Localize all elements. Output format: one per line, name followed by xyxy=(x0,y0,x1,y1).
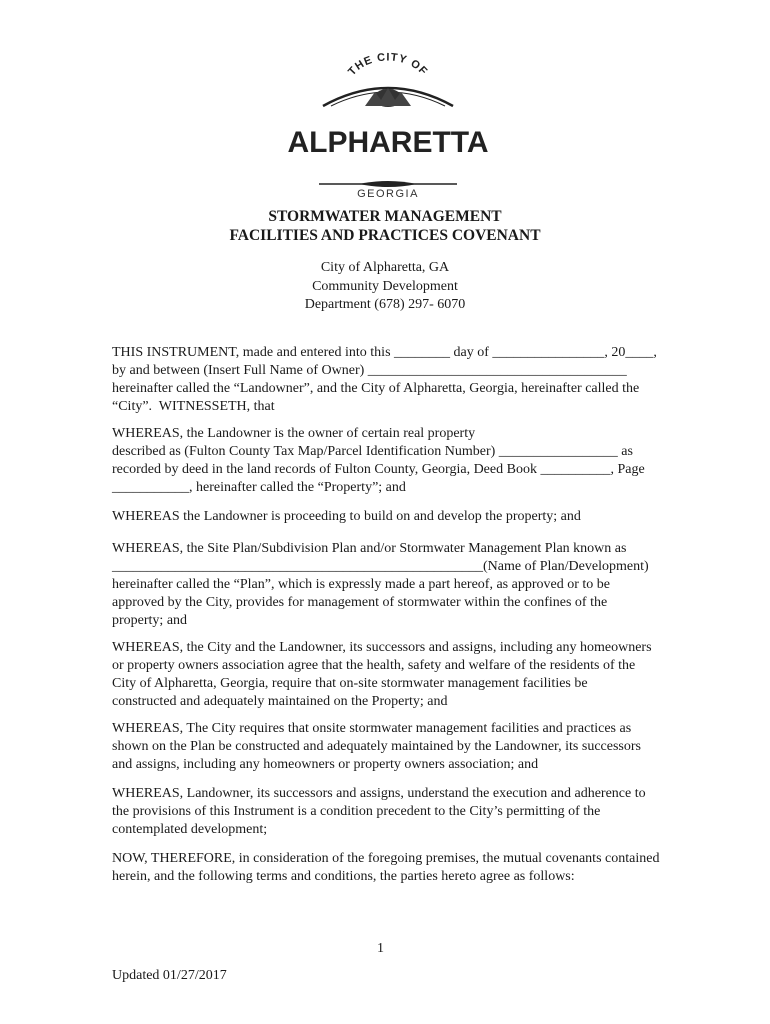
body-line: property; and xyxy=(112,613,188,628)
body-line: or property owners association agree that the health, safety and welfare of the residents of the xyxy=(112,658,636,673)
body-line: NOW, THEREFORE, in consideration of the foregoing premises, the mutual covenants contained xyxy=(112,851,660,866)
body-line: WHEREAS, the City and the Landowner, its successors and assigns, including any homeowners xyxy=(112,640,652,655)
city-logo xyxy=(283,40,493,200)
body-line: herein, and the following terms and conditions, the parties hereto agree as follows: xyxy=(112,869,575,884)
body-line: described as (Fulton County Tax Map/Parcel Identification Number) _________________ as xyxy=(112,444,633,459)
body-line: hereinafter called the “Plan”, which is expressly made a part hereof, as approved or to be xyxy=(112,577,610,592)
logo-arc-text: THE CITY OF xyxy=(346,51,430,79)
body-line: WHEREAS, The City requires that onsite stormwater management facilities and practices as xyxy=(112,721,632,736)
body-line: by and between (Insert Full Name of Owner) _____________________________________ xyxy=(112,363,627,378)
body-line: THIS INSTRUMENT, made and entered into this ________ day of ________________, 20____, xyxy=(112,345,657,360)
body-line: and assigns, including any homeowners or property owners association; and xyxy=(112,757,539,772)
subtitle-phone: Department (678) 297- 6070 xyxy=(304,297,466,312)
body-line: _____________________________________________________(Name of Plan/Development) xyxy=(112,559,649,574)
body-line: City of Alpharetta, Georgia, require that on-site stormwater management facilities be xyxy=(112,676,588,691)
logo-name: ALPHARETTA xyxy=(287,126,489,159)
subtitle-city: City of Alpharetta, GA xyxy=(320,260,450,275)
body-line: the provisions of this Instrument is a condition precedent to the City’s permitting of the xyxy=(112,804,601,819)
body-line: hereinafter called the “Landowner”, and the City of Alpharetta, Georgia, hereinafter called the xyxy=(112,381,640,396)
body-line: shown on the Plan be constructed and adequately maintained by the Landowner, its successors xyxy=(112,739,641,754)
body-line: ___________, hereinafter called the “Property”; and xyxy=(112,480,406,495)
footer-updated-date: Updated 01/27/2017 xyxy=(112,968,227,983)
body-line: WHEREAS, the Site Plan/Subdivision Plan and/or Stormwater Management Plan known as xyxy=(112,541,627,556)
body-line: WHEREAS, the Landowner is the owner of certain real property xyxy=(112,426,476,441)
logo-arc-icon xyxy=(283,40,493,110)
logo-state: GEORGIA xyxy=(357,188,419,200)
body-line: constructed and adequately maintained on the Property; and xyxy=(112,694,448,709)
body-line: approved by the City, provides for management of stormwater within the confines of the xyxy=(112,595,608,610)
subtitle-department: Community Development xyxy=(312,279,458,294)
document-title-line-2: FACILITIES AND PRACTICES COVENANT xyxy=(229,227,541,244)
page-number: 1 xyxy=(377,941,384,956)
body-line: WHEREAS, Landowner, its successors and assigns, understand the execution and adherence to xyxy=(112,786,646,801)
body-line: WHEREAS the Landowner is proceeding to build on and develop the property; and xyxy=(112,509,581,524)
document-title-line-1: STORMWATER MANAGEMENT xyxy=(268,208,502,225)
body-line: contemplated development; xyxy=(112,822,268,837)
svg-text:THE CITY OF xyxy=(346,51,430,78)
body-line: “City”. WITNESSETH, that xyxy=(112,399,275,414)
body-line: recorded by deed in the land records of Fulton County, Georgia, Deed Book __________, Page xyxy=(112,462,645,477)
